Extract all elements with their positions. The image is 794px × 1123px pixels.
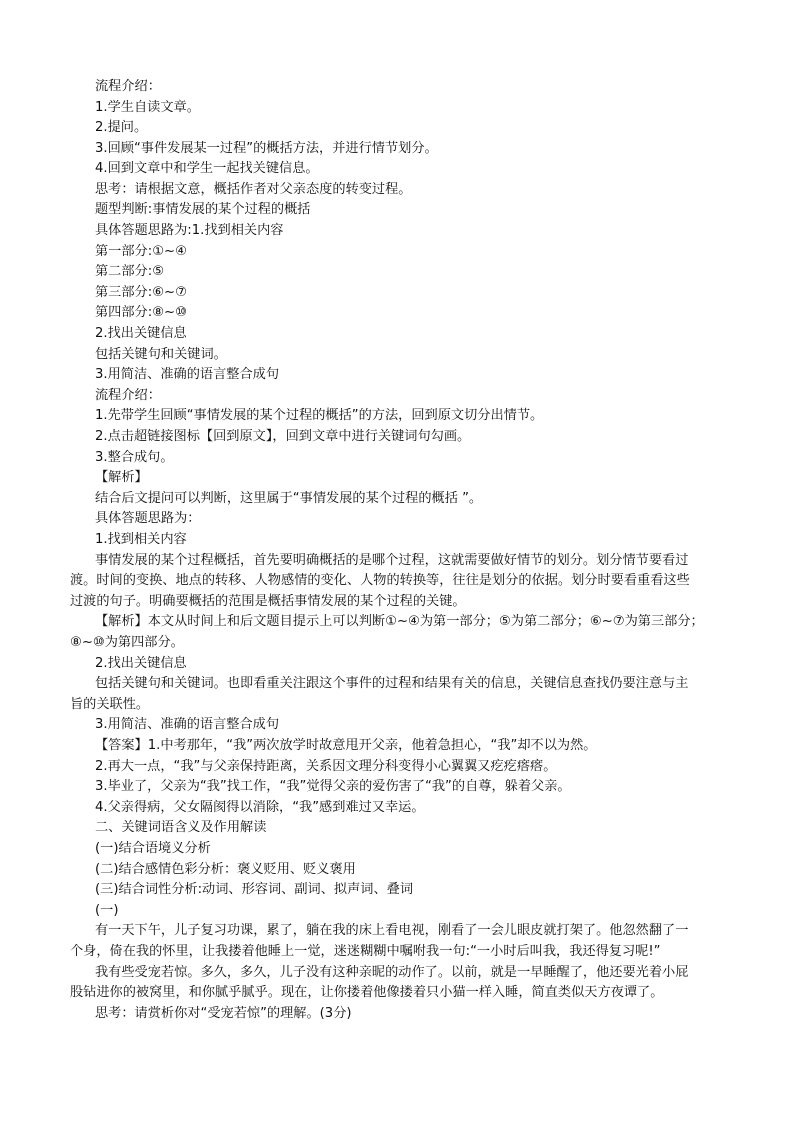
answer-4: 4.父亲得病，父女隔阂得以消除，“我”感到难过又幸运。: [95, 800, 425, 815]
step-1: 1.学生自读文章。: [95, 100, 200, 115]
find-content: 1.找到相关内容: [95, 532, 187, 547]
para4-line2: 个身，倚在我的怀里，让我搂着他睡上一觉，迷迷糊糊中嘱咐我一句:“一小时后叫我，我还得复习呢!”: [70, 944, 661, 959]
part-3: 第三部分:⑥~⑦: [95, 285, 187, 300]
para3-line1: 包括关键句和关键词。也即看重关注跟这个事件的过程和结果有关的信息，关键信息查找仍要注意与主: [95, 676, 689, 691]
section2-item-2: (二)结合感情色彩分析：褒义贬用、贬义褒用: [95, 862, 356, 877]
flow-step-2: 2.点击超链接图标【回到原文】，回到文章中进行关键词句勾画。: [95, 429, 471, 444]
part-4: 第四部分:⑧~⑩: [95, 305, 187, 320]
answer-2: 2.再大一点，“我”与父亲保持距离，关系因文理分科变得小心翼翼又疙疙瘩瘩。: [95, 759, 557, 774]
para3-line2: 旨的关联性。: [70, 697, 150, 712]
analysis-heading: 【解析】: [95, 470, 148, 485]
integrate-sentence-2: 3.用简洁、准确的语言整合成句: [95, 717, 280, 732]
question-type: 题型判断:事情发展的某个过程的概括: [95, 202, 311, 217]
thinking-question-2: 思考：请赏析你对“受宠若惊”的理解。(3分): [95, 1006, 352, 1021]
answer-3: 3.毕业了，父亲为“我”找工作，“我”觉得父亲的爱伤害了“我”的自尊，躲着父亲。: [95, 779, 571, 794]
step-3: 3.回顾“事件发展某一过程”的概括方法，并进行情节划分。: [95, 141, 438, 156]
para2-line2: ⑧~⑩为第四部分。: [70, 635, 184, 650]
key-info-desc: 包括关键句和关键词。: [95, 347, 227, 362]
flow-intro-heading: 流程介绍：: [95, 79, 161, 94]
flow-step-1: 1.先带学生回顾“事情发展的某个过程的概括”的方法，回到原文切分出情节。: [95, 408, 544, 423]
section2-item-3: (三)结合词性分析:动词、形容词、副词、拟声词、叠词: [95, 882, 414, 897]
flow-step-3: 3.整合成句。: [95, 450, 174, 465]
answer-approach: 具体答题思路为:1.找到相关内容: [95, 223, 284, 238]
approach-heading: 具体答题思路为：: [95, 511, 201, 526]
flow-intro-heading-2: 流程介绍：: [95, 388, 161, 403]
para1-line2: 渡。时间的变换、地点的转移、人物感情的变化、人物的转换等，往往是划分的依据。划分时要看重看这些: [70, 573, 690, 588]
para4-line1: 有一天下午，儿子复习功课，累了，躺在我的床上看电视，刚看了一会儿眼皮就打架了。他忽然翻了一: [95, 923, 689, 938]
section2-item-1: (一)结合语境义分析: [95, 841, 211, 856]
para5-line1: 我有些受宠若惊。多久，多久，儿子没有这种亲昵的动作了。以前，就是一早睡醒了，他还要光着小屁: [95, 965, 689, 980]
thinking-question: 思考：请根据文意，概括作者对父亲态度的转变过程。: [95, 182, 412, 197]
answer-1: 【答案】1.中考那年，“我”两次放学时故意甩开父亲，他着急担心，“我”却不以为然。: [95, 738, 597, 753]
part-2: 第二部分:⑤: [95, 264, 165, 279]
analysis-intro: 结合后文提问可以判断，这里属于“事情发展的某个过程的概括 ”。: [95, 491, 483, 506]
para5-line2: 股钻进你的被窝里，和你腻乎腻乎。现在，让你搂着他像搂着只小猫一样入睡，简直类似天方夜谭了。: [70, 985, 664, 1000]
find-key-info: 2.找出关键信息: [95, 326, 187, 341]
integrate-sentence: 3.用简洁、准确的语言整合成句: [95, 367, 280, 382]
find-key-info-2: 2.找出关键信息: [95, 656, 187, 671]
para1-line3: 过渡的句子。明确要概括的范围是概括事情发展的某个过程的关键。: [70, 594, 466, 609]
section2-sub-1: (一): [95, 903, 119, 918]
step-4: 4.回到文章中和学生一起找关键信息。: [95, 161, 319, 176]
section2-heading: 二、关键词语含义及作用解读: [95, 820, 267, 835]
para2-line1: 【解析】本文从时间上和后文题目提示上可以判断①~④为第一部分；⑤为第二部分；⑥~⑦为第三部分；: [95, 614, 704, 629]
para1-line1: 事情发展的某个过程概括，首先要明确概括的是哪个过程，这就需要做好情节的划分。划分情节要看过: [95, 553, 689, 568]
part-1: 第一部分:①~④: [95, 244, 187, 259]
step-2: 2.提问。: [95, 120, 148, 135]
